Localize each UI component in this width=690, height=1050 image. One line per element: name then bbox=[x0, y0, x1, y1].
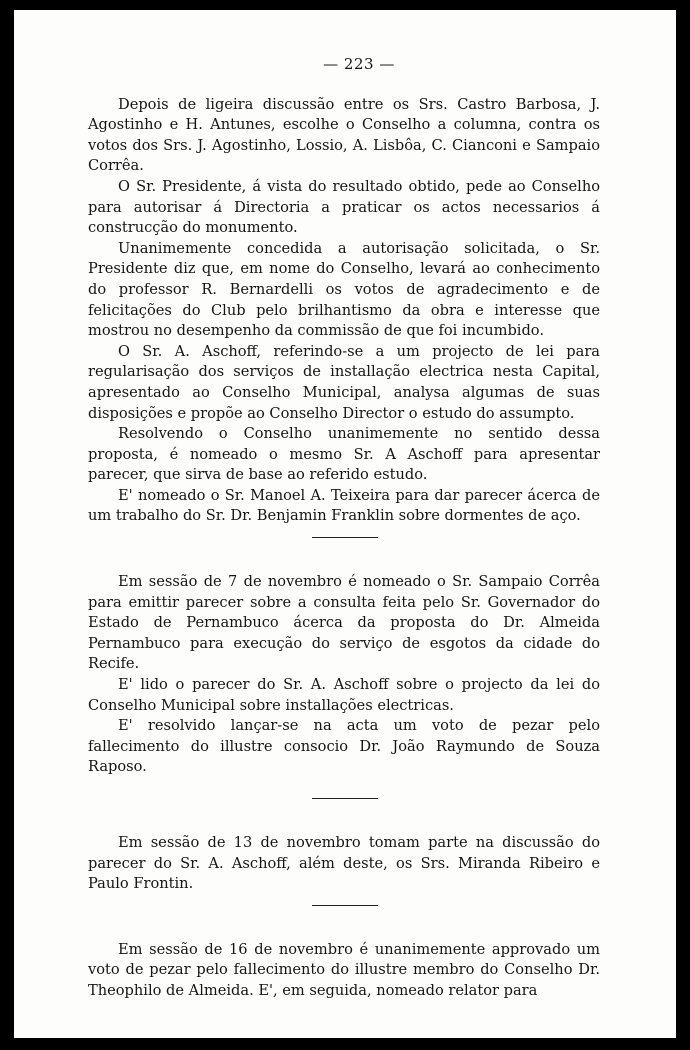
document-page bbox=[14, 10, 676, 1038]
spacer bbox=[88, 799, 600, 833]
paragraph: E' nomeado o Sr. Manoel A. Teixeira para dar parecer ácerca de um trabalho do Sr. Dr. Benjamin Franklin sobre dormentes de aço. bbox=[88, 486, 600, 525]
paragraph: E' lido o parecer do Sr. A. Aschoff sobre o projecto da lei do Conselho Municipal sobre installações electricas. bbox=[88, 676, 600, 714]
page-number: — 223 — bbox=[323, 55, 395, 73]
paragraph: Em sessão de 13 de novembro tomam parte na discussão do parecer do Sr. A. Aschoff, além deste, os Srs. Miranda Ribeiro e Paulo Frontin. bbox=[88, 834, 600, 893]
spacer bbox=[88, 906, 600, 940]
paragraph: Depois de ligeira discussão entre os Srs. Castro Barbosa, J. Agostinho e H. Antunes, escolhe o Conselho a columna, contra os votos dos Srs. J. Agostinho, Lossio, A. Lisbôa, C. Cianconi e Sampaio Corrêa. bbox=[88, 95, 600, 175]
paragraph: O Sr. Presidente, á vista do resultado obtido, pede ao Conselho para autorisar á Directoria a praticar os actos necessarios á construcção do monumento. bbox=[88, 177, 600, 237]
page-content bbox=[88, 54, 600, 1002]
paragraph: Em sessão de 16 de novembro é unanimemente approvado um voto de pezar pelo fallecimento do illustre membro do Conselho Dr. Theophilo de Almeida. E', em seguida, nomeado relator para bbox=[88, 940, 600, 999]
paragraph: Resolvendo o Conselho unanimemente no sentido dessa proposta, é nomeado o mesmo Sr. A Aschoff para apresentar parecer, que sirva de base ao referido estudo. bbox=[88, 425, 600, 484]
paragraph: Unanimemente concedida a autorisação solicitada, o Sr. Presidente diz que, em nome do Conselho, levará ao conhecimento do professor R. Bernardelli os votos de agradecimento e de felicitações do Club pelo brilhantismo da obra e interesse que mostrou no desempenho da commissão de que foi incumbido. bbox=[88, 239, 600, 340]
paragraph: E' resolvido lançar-se na acta um voto de pezar pelo fallecimento do illustre consocio Dr. João Raymundo de Souza Raposo. bbox=[88, 717, 600, 776]
paragraph: O Sr. A. Aschoff, referindo-se a um projecto de lei para regularisação dos serviços de installação electrica nesta Capital, apresentado ao Conselho Municipal, analysa algumas de suas disposições e propõe ao Conselho Director o estudo do assumpto. bbox=[88, 342, 600, 422]
spacer bbox=[88, 538, 600, 572]
paragraph: Em sessão de 7 de novembro é nomeado o Sr. Sampaio Corrêa para emittir parecer sobre a consulta feita pelo Sr. Governador do Estado de Pernambuco ácerca da proposta do Dr. Almeida Pernambuco para execução do serviço de esgotos da cidade do Recife. bbox=[88, 573, 600, 673]
